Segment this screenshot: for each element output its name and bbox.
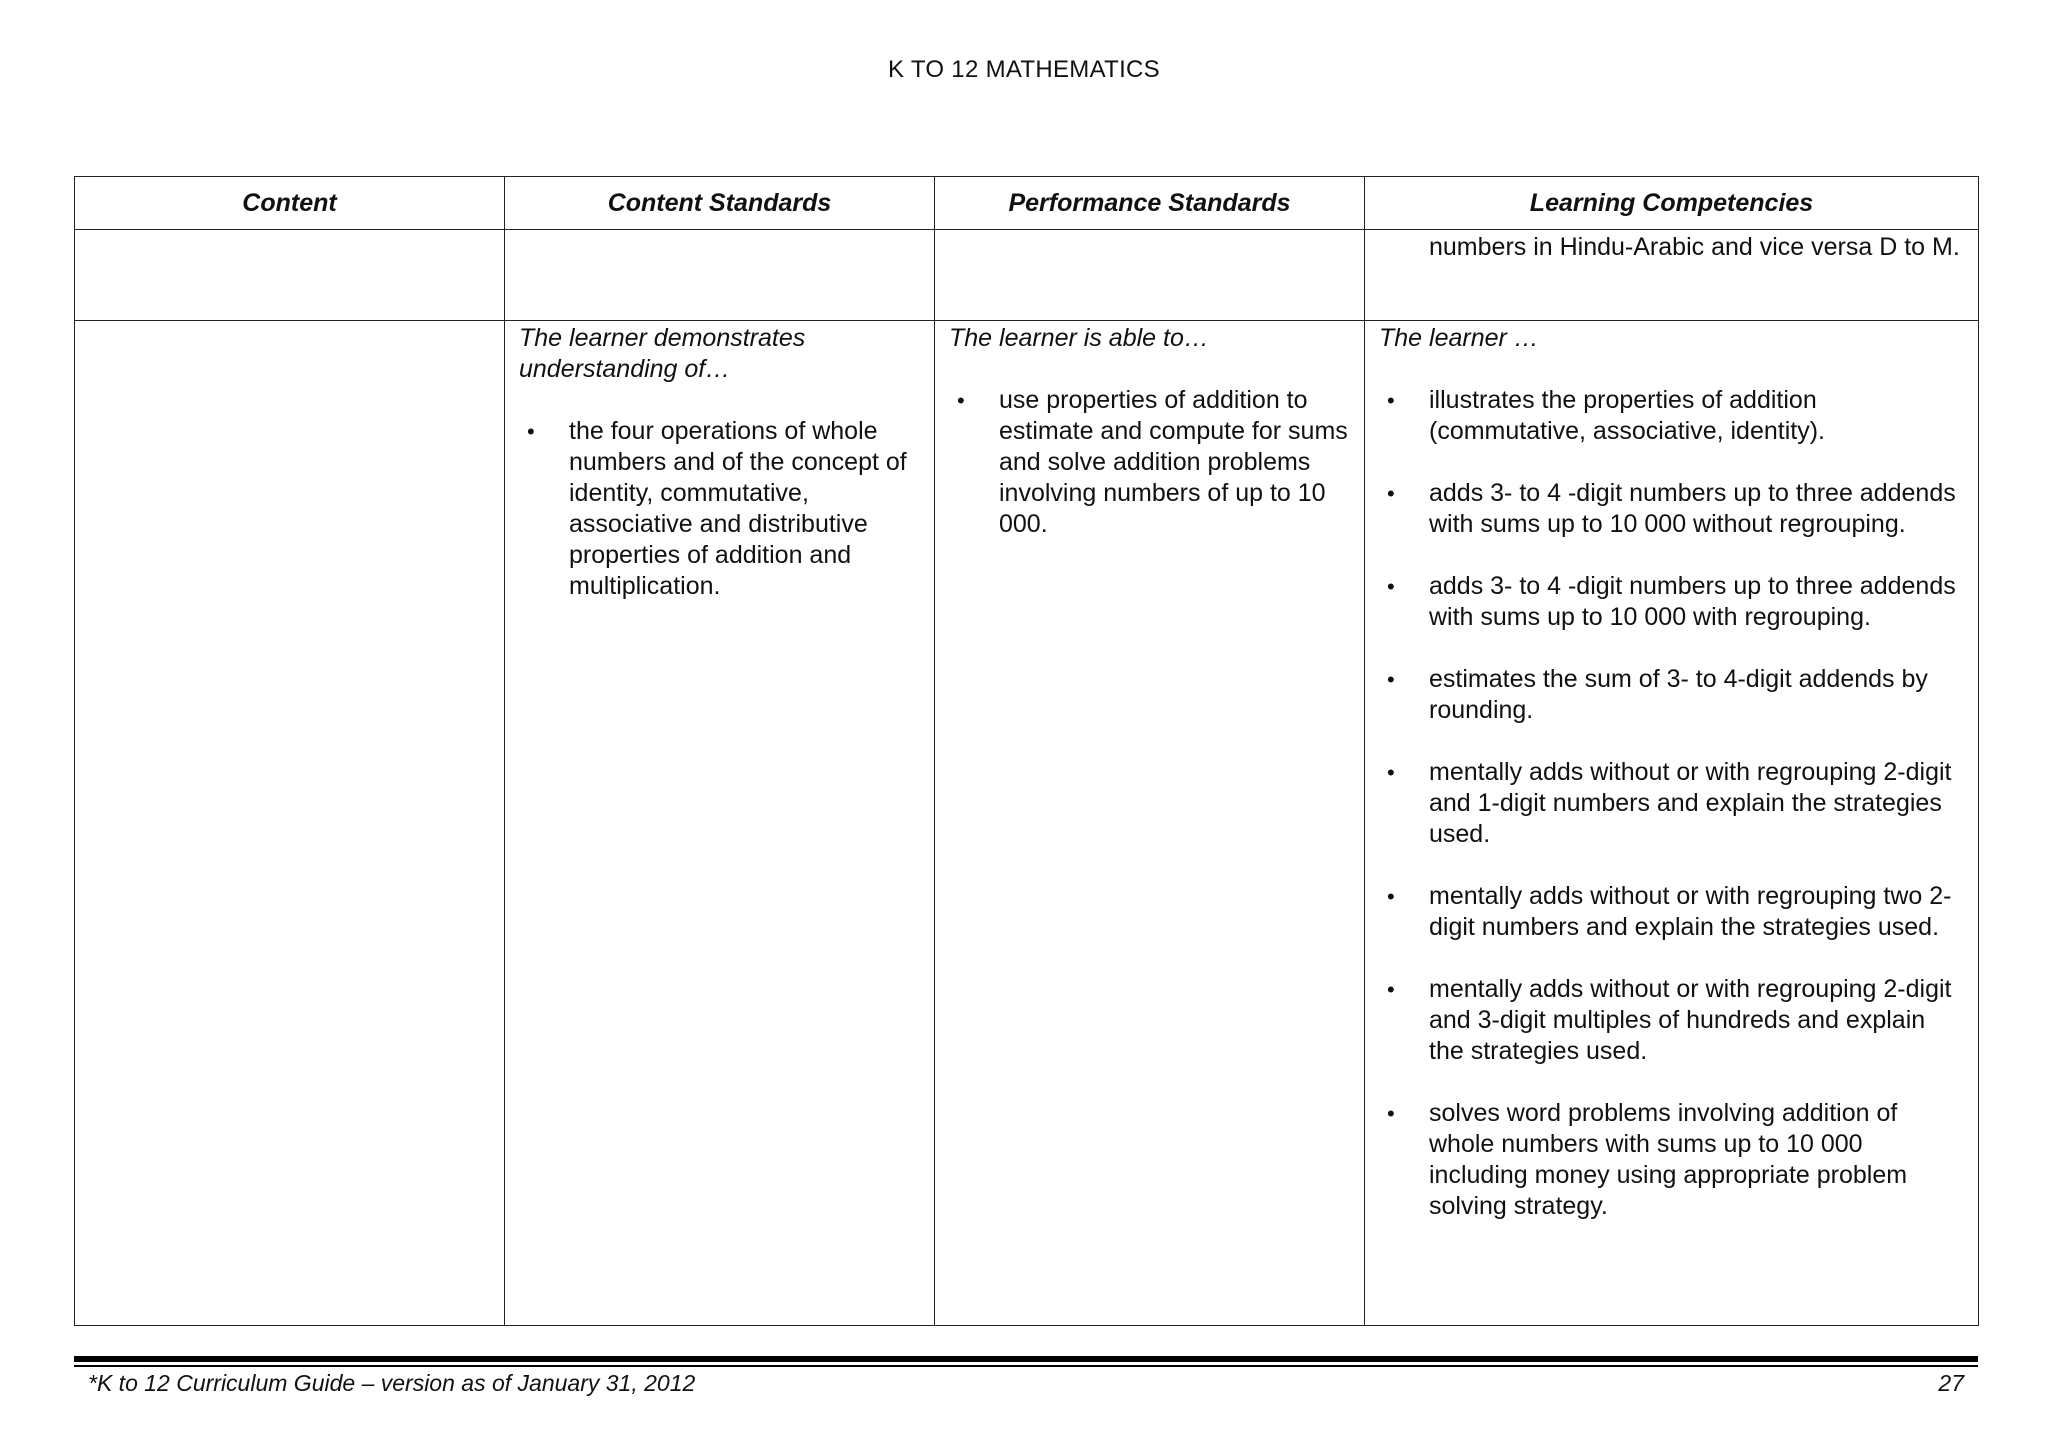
bullet-icon: •	[1387, 574, 1395, 599]
column-header-content: Content	[75, 177, 505, 230]
content-standards-cell-empty	[505, 230, 935, 321]
bullet-icon: •	[1387, 481, 1395, 506]
continued-competency-text: numbers in Hindu-Arabic and vice versa D to M.	[1429, 233, 1960, 261]
performance-standards-cell	[935, 321, 1365, 1326]
list-item	[1379, 757, 1964, 850]
performance-standards-cell-empty	[935, 230, 1365, 321]
table-row-main	[75, 321, 1979, 1326]
bullet-icon: •	[957, 388, 965, 413]
content-cell	[75, 321, 505, 1326]
column-header-content-standards: Content Standards	[505, 177, 935, 230]
list-item-text: mentally adds without or with regrouping two 2-digit numbers and explain the strategies used.	[1429, 882, 1952, 941]
table-row-continuation	[75, 230, 1979, 321]
list-item	[519, 416, 920, 602]
performance-standards-intro: The learner is able to…	[949, 324, 1209, 352]
learning-competencies-list	[1379, 385, 1964, 1222]
bullet-icon: •	[1387, 884, 1395, 909]
list-item	[1379, 1098, 1964, 1222]
list-item	[949, 385, 1350, 540]
footer-divider-thin	[74, 1365, 1978, 1367]
bullet-icon: •	[1387, 388, 1395, 413]
bullet-icon: •	[1387, 760, 1395, 785]
list-item	[1379, 881, 1964, 943]
footer-note: *K to 12 Curriculum Guide – version as of January 31, 2012	[88, 1370, 696, 1396]
list-item	[1379, 478, 1964, 540]
list-item	[1379, 664, 1964, 726]
header-row	[75, 177, 1979, 230]
bullet-icon: •	[1387, 1101, 1395, 1126]
list-item	[1379, 974, 1964, 1067]
learning-competencies-cell	[1365, 321, 1979, 1326]
bullet-icon: •	[1387, 667, 1395, 692]
content-standards-list	[519, 416, 920, 602]
list-item-text: use properties of addition to estimate and compute for sums and solve addition problems involving numbers of up to 10 000.	[999, 386, 1348, 538]
content-cell-empty	[75, 230, 505, 321]
list-item-text: mentally adds without or with regrouping 2-digit and 3-digit multiples of hundreds and explain the strategies used.	[1429, 975, 1952, 1065]
list-item-text: solves word problems involving addition of whole numbers with sums up to 10 000 including money using appropriate problem solving strategy.	[1429, 1099, 1908, 1220]
learning-competencies-intro: The learner …	[1379, 324, 1539, 352]
table-header	[75, 177, 1979, 230]
list-item-text: adds 3- to 4 -digit numbers up to three addends with sums up to 10 000 without regrouping.	[1429, 479, 1956, 538]
content-standards-cell	[505, 321, 935, 1326]
list-item	[1379, 571, 1964, 633]
list-item-text: mentally adds without or with regrouping 2-digit and 1-digit numbers and explain the strategies used.	[1429, 758, 1952, 848]
page-title: K TO 12 MATHEMATICS	[888, 56, 1160, 83]
footer-divider-thick	[74, 1356, 1978, 1362]
list-item-text: illustrates the properties of addition (commutative, associative, identity).	[1429, 386, 1825, 445]
table-body	[75, 230, 1979, 1326]
list-item-text: the four operations of whole numbers and of the concept of identity, commutative, associative and distributive properties of addition and multiplication.	[569, 417, 907, 600]
learning-competencies-cell-continued	[1365, 230, 1979, 321]
column-header-learning-competencies: Learning Competencies	[1365, 177, 1979, 230]
list-item-text: adds 3- to 4 -digit numbers up to three addends with sums up to 10 000 with regrouping.	[1429, 572, 1956, 631]
list-item	[1379, 385, 1964, 447]
bullet-icon: •	[1387, 977, 1395, 1002]
content-standards-intro: The learner demonstrates understanding of…	[519, 324, 806, 383]
page-number: 27	[1938, 1370, 1964, 1396]
performance-standards-list	[949, 385, 1350, 540]
list-item-text: estimates the sum of 3- to 4-digit addends by rounding.	[1429, 665, 1928, 724]
column-header-performance-standards: Performance Standards	[935, 177, 1365, 230]
bullet-icon: •	[527, 419, 535, 444]
curriculum-table	[74, 176, 1979, 1326]
